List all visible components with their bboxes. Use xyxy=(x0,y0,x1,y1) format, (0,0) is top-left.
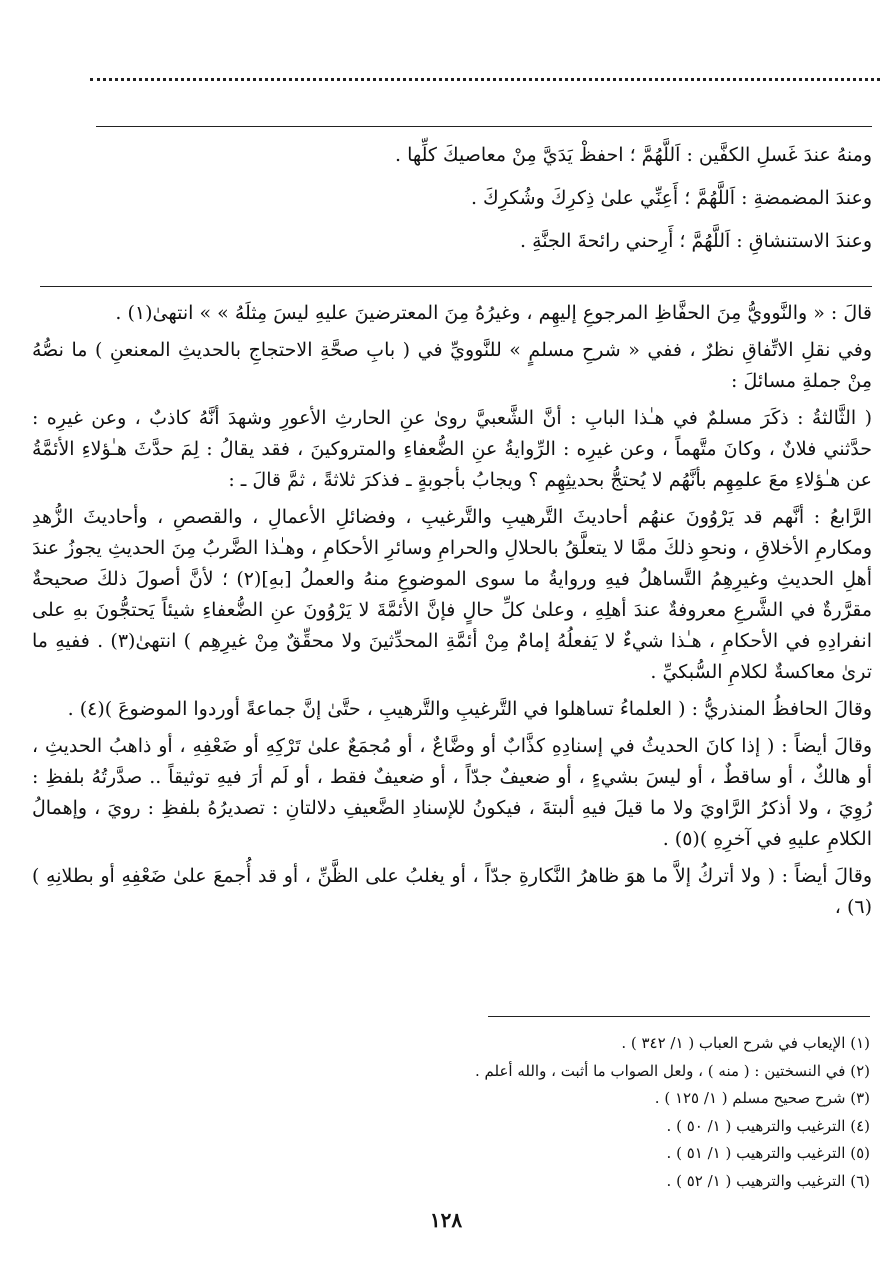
footnote: (٤) الترغيب والترهيب ( ١/ ٥٠ ) . xyxy=(666,1116,870,1135)
main-text xyxy=(32,298,872,929)
section-rule xyxy=(40,286,872,287)
footnote: (٣) شرح صحيح مسلم ( ١/ ١٢٥ ) . xyxy=(654,1089,870,1107)
paragraph: وقالَ أيضاً : ( إذا كانَ الحديثُ في إسنادِهِ كذَّابٌ أو وضَّاعٌ ، أو مُجمَعٌ علىٰ تَرْكِهِ أو ضَعْفِهِ ، أو ذاهبُ الحديثِ ، أو هالكٌ ، أو ساقطٌ ، أو ليسَ بشيءٍ ، أو ضعيفٌ جدّاً ، أو ضعيفٌ فقط ، أو لَم أرَ فيهِ توثيقاً .. صدَّرتُهُ بلفظِ : رُوِيَ ، ولا أذكرُ الرَّاويَ ولا ما قيلَ فيهِ ألبتةَ ، فيكونُ للإسنادِ الضَّعيفِ دلالتانِ : تصديرُهُ بلفظِ : رويَ ، وإهمالُ الكلامِ عليهِ في آخرِهِ )(٥) . xyxy=(32,735,872,850)
paragraph: الرَّابعُ : أنَّهم قد يَرْوُونَ عنهُم أحاديثَ التَّرهيبِ والتَّرغيبِ ، وفضائلِ الأعمالِ ، والقصصِ ، وأحاديثَ الزُّهدِ ومكارمِ الأخلاقِ ، ونحوِ ذلكَ ممَّا لا يتعلَّقُ بالحلالِ والحرامِ وسائرِ الأحكامِ ، وهـٰذا الضَّربُ مِنَ الحديثِ يجوزُ عندَ أهلِ الحديثِ وغيرِهِمُ التَّساهلُ فيهِ وروايةُ ما سوى الموضوعِ منهُ والعملُ [بهِ](٢) ؛ لأنَّ أصولَ ذلكَ صحيحةٌ مقرَّرةٌ في الشَّرعِ معروفةٌ عندَ أهلِهِ ، وعلىٰ كلِّ حالٍ فإنَّ الأئمَّةَ لا يَرْوُونَ عنِ الضُّعفاءِ شيئاً يَحتجُّونَ بهِ على انفرادِهِ في الأحكامِ ، هـٰذا شيءٌ لا يَفعلُهُ إمامٌ مِنْ أئمَّةِ المحدِّثينَ ولا محقِّقٌ مِنْ غيرِهِم ) انتهىٰ(٣) . ففيهِ ما ترىٰ معاكسةٌ لكلامِ السُّبكيِّ . xyxy=(32,506,872,683)
supplication-line: ومنهُ عندَ غَسلِ الكفَّين : اَللَّهُمَّ ؛ احفظْ يَدَيَّ مِنْ معاصيكَ كلِّها . xyxy=(394,144,872,166)
supplication-line: وعندَ الاستنشاقِ : اَللَّهُمَّ ؛ أَرِحني رائحةَ الجنَّةِ . xyxy=(520,230,872,252)
footnote-rule xyxy=(488,1016,870,1017)
top-rule xyxy=(96,126,872,127)
footnote: (٢) في النسختين : ( منه ) ، ولعل الصواب ما أثبت ، والله أعلم . xyxy=(474,1061,870,1080)
quoted-supplications xyxy=(32,140,872,269)
footnote: (٦) الترغيب والترهيب ( ١/ ٥٢ ) . xyxy=(666,1171,870,1190)
paragraph: وفي نقلِ الاتِّفاقِ نظرٌ ، ففي « شرحِ مسلمٍ » للنَّوويِّ في ( بابِ صحَّةِ الاحتجاجِ بالحديثِ المعنعنِ ) ما نصُّهُ مِنْ جملةِ مسائلَ : xyxy=(32,339,872,392)
paragraph: وقالَ الحافظُ المنذريُّ : ( العلماءُ تساهلوا في التَّرغيبِ والتَّرهيبِ ، حتَّىٰ إنَّ جماعةً أوردوا الموضوعَ )(٤) . xyxy=(67,698,872,720)
footnote: (١) الإيعاب في شرح العباب ( ١/ ٣٤٢ ) . xyxy=(621,1034,870,1052)
supplication-line: وعندَ المضمضةِ : اَللَّهُمَّ ؛ أَعِنِّي علىٰ ذِكرِكَ وشُكرِكَ . xyxy=(470,187,872,209)
paragraph: قالَ : « والنَّوويُّ مِنَ الحفَّاظِ المرجوعِ إليهِم ، وغيرُهُ مِنَ المعترضينَ عليهِ ليسَ مِثلَهُ » » انتهىٰ(١) . xyxy=(115,302,872,324)
paragraph: وقالَ أيضاً : ( ولا أتركُ إلاَّ ما هوَ ظاهرُ النَّكارةِ جدّاً ، أو يغلبُ على الظَّنِّ ، أو قد أُجمعَ علىٰ ضَعْفِهِ أو بطلانِهِ )(٦) ، xyxy=(32,865,872,918)
page-number: ١٢٨ xyxy=(429,1208,463,1232)
footnotes xyxy=(170,1030,870,1195)
dotted-separator xyxy=(90,78,880,81)
footnote: (٥) الترغيب والترهيب ( ١/ ٥١ ) . xyxy=(666,1144,870,1162)
paragraph: ( الثَّالثةُ : ذكَرَ مسلمٌ في هـٰذا البابِ : أنَّ الشَّعبيَّ روىٰ عنِ الحارثِ الأعورِ وشهدَ أنَّهُ كاذبٌ ، وعن غيرِه : حدَّثني فلانٌ ، وكانَ متَّهماً ، وعن غيرِه : الرِّوايةُ عنِ الضُّعفاءِ والمتروكينَ ، فقد يقالُ : لِمَ حدَّثَ هـٰؤلاءِ الأئمَّةُ عن هـٰؤلاءِ معَ علمِهِم بأنَّهُم لا يُحتجُّ بحديثِهِم ؟ ويجابُ بأجوبةٍ ـ فذكرَ ثلاثةً ، ثمَّ قالَ ـ : xyxy=(32,407,872,491)
